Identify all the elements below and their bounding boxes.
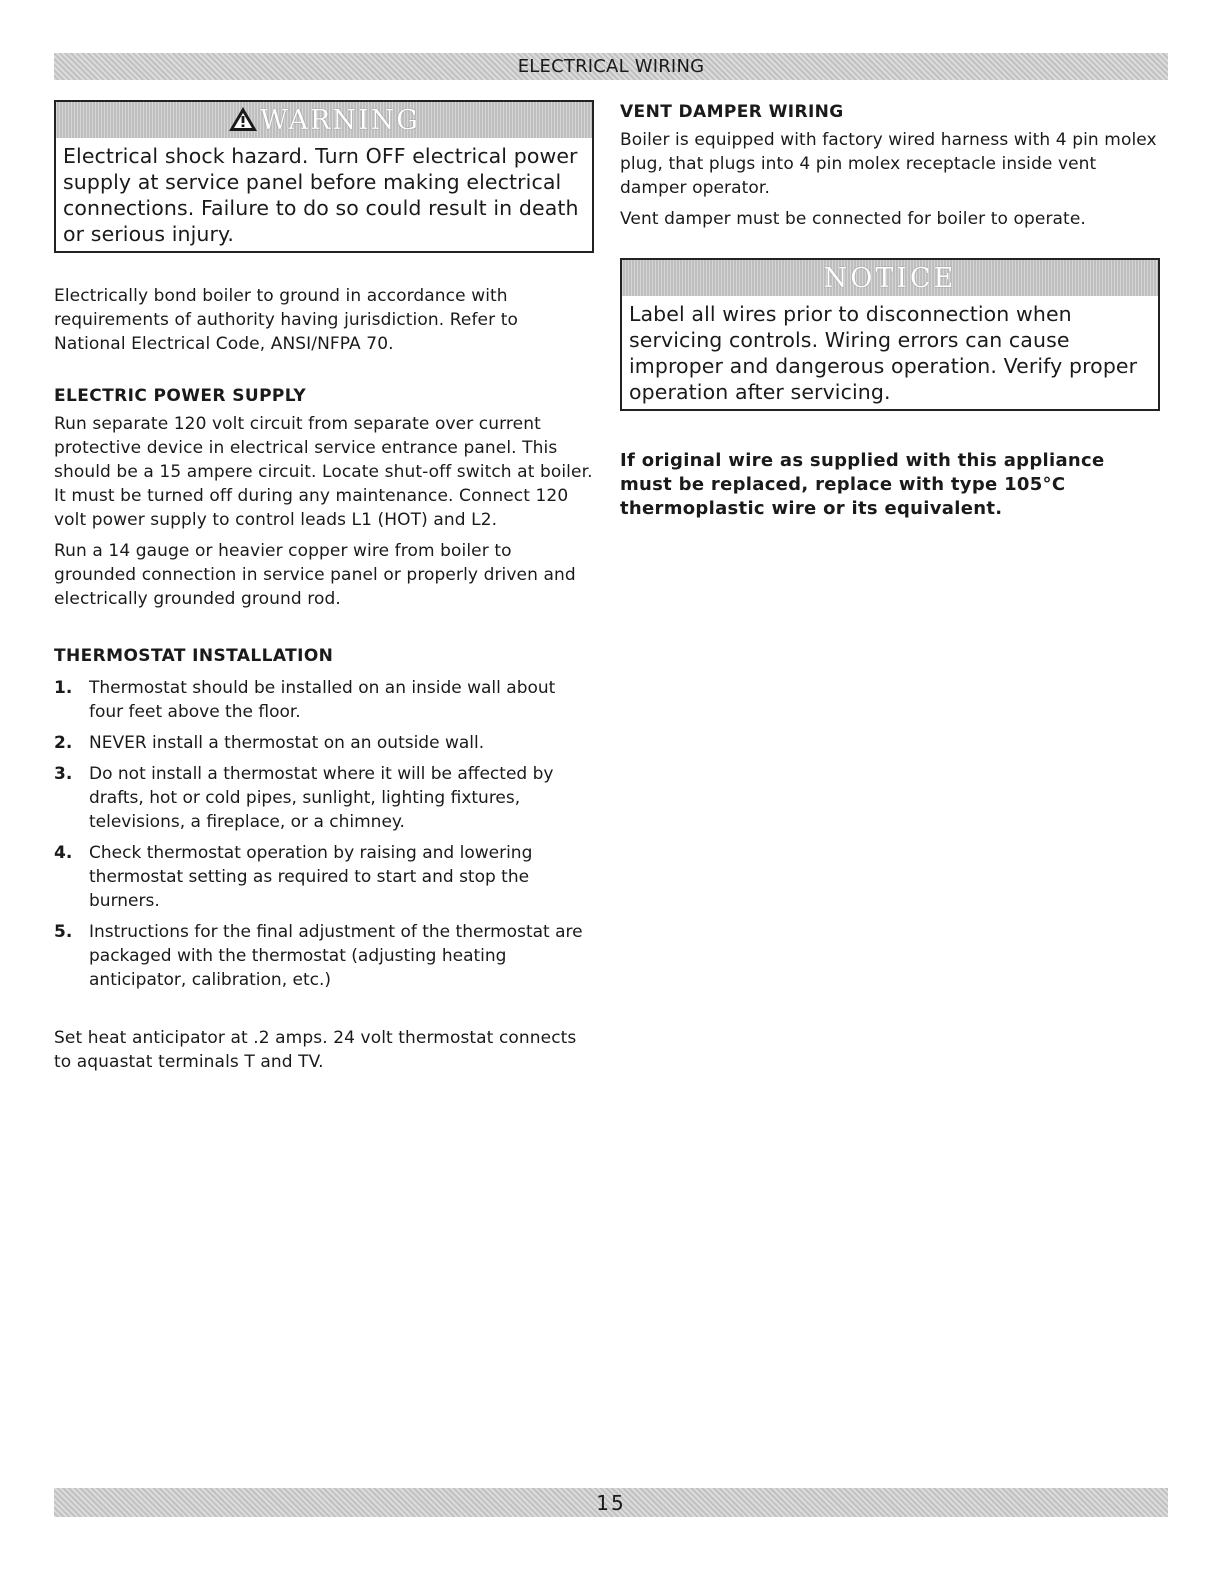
power-supply-paragraph-1: Run separate 120 volt circuit from separate over current protective device in electrical service entrance panel. This should be a 15 ampere circuit. Locate shut-off switch at boiler. It must be turned off during any maintenance. Connect 120 volt power supply to control leads L1 (HOT) and L2. (54, 414, 593, 530)
list-item-text: Instructions for the final adjustment of the thermostat are packaged with the thermostat (adjusting heating anticipator, calibration, etc.) (89, 922, 583, 990)
vent-damper-paragraph-2: Vent damper must be connected for boiler to operate. (620, 209, 1086, 229)
wire-replacement-note: If original wire as supplied with this appliance must be replaced, replace with type 105°C thermoplastic wire or its equivalent. (620, 450, 1105, 519)
list-item-text: Do not install a thermostat where it will be affected by drafts, hot or cold pipes, sunlight, lighting fixtures, televisions, a fireplace, or a chimney. (89, 764, 554, 832)
page-number: 15 (596, 1491, 626, 1515)
thermostat-heading: THERMOSTAT INSTALLATION (54, 646, 334, 666)
list-item-number: 3. (54, 764, 73, 784)
warning-callout (54, 100, 594, 253)
page-header-bar (54, 53, 1168, 80)
vent-damper-heading: VENT DAMPER WIRING (620, 102, 844, 122)
warning-label: WARNING (260, 105, 420, 136)
list-item-text: NEVER install a thermostat on an outside wall. (89, 733, 485, 753)
list-item (54, 731, 594, 755)
bonding-paragraph: Electrically bond boiler to ground in accordance with requirements of authority having jurisdiction. Refer to National Electrical Code, ANSI/NFPA 70. (54, 286, 518, 354)
list-item-text: Thermostat should be installed on an inside wall about four feet above the floor. (89, 678, 556, 722)
list-item-number: 1. (54, 678, 73, 698)
warning-text: Electrical shock hazard. Turn OFF electrical power supply at service panel before making electrical connections. Failure to do so could result in death or serious injury. (63, 144, 579, 246)
list-item-text: Check thermostat operation by raising and lowering thermostat setting as required to start and stop the burners. (89, 843, 533, 911)
warning-triangle-icon (228, 105, 258, 143)
list-item-number: 4. (54, 843, 73, 863)
left-column (54, 100, 594, 1074)
list-item-number: 2. (54, 733, 73, 753)
list-item (54, 762, 594, 834)
notice-label: NOTICE (823, 263, 957, 294)
list-item-number: 5. (54, 922, 73, 942)
notice-header (622, 260, 1158, 296)
page-title: ELECTRICAL WIRING (517, 56, 705, 77)
thermostat-steps-list (54, 676, 594, 992)
list-item (54, 920, 594, 992)
list-item (54, 841, 594, 913)
heat-anticipator-note: Set heat anticipator at .2 amps. 24 volt thermostat connects to aquastat terminals T and TV. (54, 1028, 577, 1072)
power-supply-paragraph-2: Run a 14 gauge or heavier copper wire from boiler to grounded connection in service panel or properly driven and electrically grounded ground rod. (54, 541, 576, 609)
vent-damper-paragraph-1: Boiler is equipped with factory wired harness with 4 pin molex plug, that plugs into 4 pin molex receptacle inside vent damper operator. (620, 130, 1157, 198)
right-column (620, 100, 1160, 521)
notice-text: Label all wires prior to disconnection when servicing controls. Wiring errors can cause improper and dangerous operation. Verify proper operation after servicing. (629, 302, 1138, 404)
list-item (54, 676, 594, 724)
power-supply-heading: ELECTRIC POWER SUPPLY (54, 386, 307, 406)
warning-header (56, 102, 592, 138)
notice-callout (620, 258, 1160, 411)
page-footer-bar (54, 1488, 1168, 1517)
